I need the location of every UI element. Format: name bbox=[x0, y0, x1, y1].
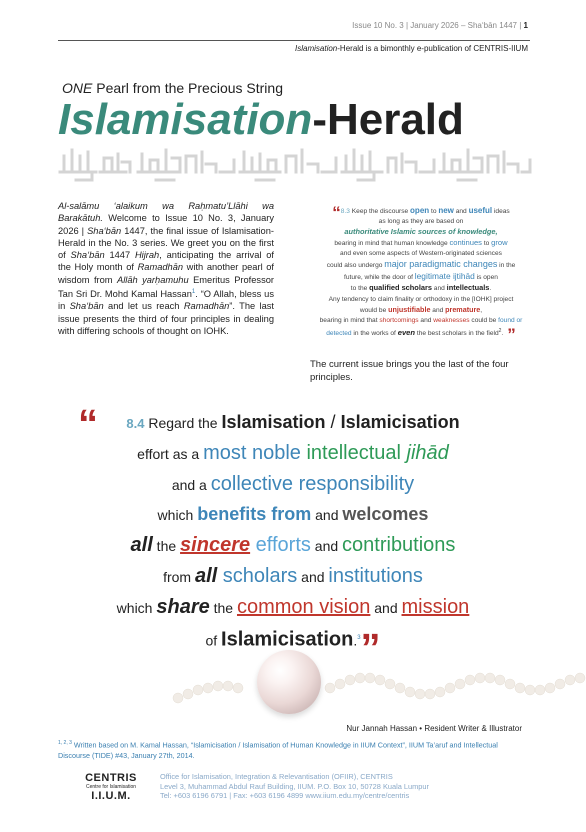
quote-keyword: even bbox=[397, 328, 416, 338]
quote-line-5 bbox=[58, 531, 528, 562]
quote-keyword: welcomes bbox=[342, 504, 429, 525]
quote-keyword: shortcomings bbox=[379, 317, 419, 325]
quote-text: . bbox=[501, 330, 504, 338]
footnote bbox=[58, 738, 530, 761]
quote-text: of bbox=[205, 631, 222, 648]
quote-text: ideas bbox=[492, 208, 510, 215]
intro-text: and let us reach bbox=[103, 301, 184, 312]
quote-text: and bbox=[431, 285, 447, 293]
quote-text: / bbox=[325, 412, 341, 432]
quote-text: and bbox=[311, 507, 343, 524]
masthead-title bbox=[58, 93, 464, 147]
quote-keyword: found or bbox=[498, 317, 523, 325]
intro-text: with another pearl of wisdom from bbox=[58, 262, 275, 285]
intro-italic: Sha‘bān bbox=[70, 250, 105, 261]
quote-text: and bbox=[418, 317, 434, 325]
quote-text: future, while the door of bbox=[344, 274, 415, 282]
quote-line bbox=[310, 271, 532, 283]
quote-keyword: premature bbox=[445, 304, 481, 314]
quote-text: Regard the bbox=[144, 415, 222, 431]
quote-text: to bbox=[429, 208, 439, 215]
close-quote-mark: ” bbox=[360, 625, 381, 670]
header-rule bbox=[58, 40, 530, 41]
quote-text: Keep the discourse bbox=[349, 208, 411, 215]
quote-keyword: sincere bbox=[180, 534, 251, 557]
quote-keyword: jihād bbox=[406, 441, 449, 464]
tagline-emphasis: ONE bbox=[62, 80, 93, 96]
intro-paragraph bbox=[58, 200, 274, 337]
quote-keyword: contributions bbox=[342, 534, 456, 557]
quote-keyword: institutions bbox=[328, 564, 423, 587]
quote-text: , bbox=[480, 306, 483, 314]
quote-keyword: share bbox=[156, 595, 210, 618]
quote-text: which bbox=[116, 599, 157, 616]
quote-keyword: unjustifiable bbox=[388, 304, 431, 314]
footnote-marks: 1, 2, 3 bbox=[58, 740, 72, 746]
quote-keyword: grow bbox=[491, 237, 508, 247]
quote-keyword: all bbox=[194, 564, 218, 587]
quote-text: and bbox=[430, 306, 446, 314]
issue-line bbox=[352, 21, 528, 30]
office-location: Level 3, Muhammad Abdul Rauf Building, IIUM. P.O. Box 10, 50728 Kuala Lumpur bbox=[160, 781, 429, 791]
quote-text: the bbox=[209, 599, 237, 616]
publication-desc: -Herald is a bimonthly e-publication of CENTRIS-IIUM bbox=[337, 44, 528, 53]
publication-name: Islamisation bbox=[295, 44, 338, 53]
title-herald: -Herald bbox=[312, 95, 464, 144]
quote-keyword: all bbox=[130, 534, 153, 557]
intro-italic: Allāh yarḥamuhu bbox=[117, 274, 189, 285]
quote-text: from bbox=[163, 568, 195, 585]
quote-line-7 bbox=[58, 593, 528, 624]
quote-keyword: intellectual bbox=[300, 441, 407, 464]
principle-8-4-quote bbox=[58, 402, 528, 670]
quote-keyword: continues bbox=[449, 237, 482, 247]
office-name: Office for Islamisation, Integration & Relevantisation (OFIIR), CENTRIS bbox=[160, 772, 393, 781]
intro-italic: Ramadhān bbox=[137, 262, 184, 273]
quote-text: and a bbox=[171, 476, 211, 493]
quote-text: bearing in mind that bbox=[319, 317, 380, 325]
intro-text: 1447 bbox=[104, 250, 135, 261]
quote-keyword: detected bbox=[326, 330, 352, 338]
quote-text: the best scholars in the field bbox=[415, 330, 499, 338]
quote-line bbox=[310, 325, 532, 345]
quote-keyword: mission bbox=[401, 595, 470, 618]
intro-text: ”. The last issue presents the third of four principles in dealing with differing schools of thought on IOHK. bbox=[58, 301, 274, 337]
quote-keyword: efforts bbox=[250, 534, 311, 557]
quote-keyword: scholars bbox=[217, 564, 298, 587]
quote-keyword: open bbox=[410, 206, 430, 215]
intro-text: 1447, the final issue of Islamisation-Herald in the No. 3 series. We greet you on the first of bbox=[58, 225, 274, 261]
quote-text: in the works of bbox=[351, 330, 398, 338]
greeting: Al-salāmu ‘alaikum wa Raḥmatu’Llāhi wa Barakātuh. bbox=[58, 201, 274, 224]
quote-text: . bbox=[353, 631, 358, 648]
intro-text: . “O Allah, bless us in bbox=[58, 289, 274, 312]
footnote-ref: 1 bbox=[191, 289, 196, 296]
quote-line-1 bbox=[58, 408, 528, 439]
quote-text: bearing in mind that human knowledge bbox=[334, 239, 450, 247]
principle-number: 8.3 bbox=[340, 208, 350, 215]
intro-text: Emeritus Professor Tan Sri Dr. Mohd Kamal Hassan bbox=[58, 274, 274, 300]
tagline-rest: Pearl from the Precious String bbox=[92, 80, 283, 96]
quote-text: could be bbox=[469, 317, 499, 325]
principle-number: 8.4 bbox=[126, 416, 145, 431]
quote-keyword: new bbox=[438, 206, 454, 215]
logo-iium: I.I.U.M. bbox=[91, 790, 131, 802]
quote-text: in the bbox=[497, 262, 516, 270]
quote-line: authoritative Islamic sources of knowledge, bbox=[344, 227, 498, 237]
pearl-string-illustration bbox=[170, 648, 586, 720]
quote-keyword: Islamicisation bbox=[340, 412, 460, 432]
intro-text: Welcome to Issue 10 No. 3, January 2026 | bbox=[58, 213, 274, 236]
quote-text: could also undergo bbox=[326, 262, 385, 270]
basmalah-calligraphy-band bbox=[56, 142, 532, 186]
logo-subtitle: Centre for Islamisation bbox=[85, 784, 137, 790]
quote-text: . bbox=[489, 285, 492, 293]
issue-text: Issue 10 No. 3 | January 2026 – Sha‘bān 1447 bbox=[352, 21, 518, 30]
quote-keyword: most noble bbox=[203, 441, 301, 464]
footnote-ref: 2 bbox=[498, 328, 502, 335]
quote-keyword: legitimate ijtihād bbox=[414, 271, 475, 282]
quote-text: which bbox=[157, 507, 198, 524]
quote-keyword: qualified scholars bbox=[369, 283, 432, 293]
quote-line bbox=[310, 316, 532, 326]
quote-keyword: collective responsibility bbox=[210, 472, 415, 495]
footnote-ref: 3 bbox=[357, 634, 361, 641]
quote-line: and even some aspects of Western-originated sciences bbox=[340, 249, 502, 257]
quote-text: and bbox=[453, 208, 469, 215]
quote-line: Any tendency to claim finality or orthodoxy in the [IOHK] project bbox=[328, 295, 514, 303]
quote-line: as long as they are based on bbox=[378, 218, 464, 226]
intro-text: , anticipating the arrival of the Holy month of bbox=[58, 250, 274, 273]
quote-text: to the bbox=[350, 285, 370, 293]
office-contact: Tel: +603 6196 6791 | Fax: +603 6196 4899 www.iium.edu.my/centre/centris bbox=[160, 791, 410, 801]
quote-keyword: Islamicisation bbox=[221, 627, 354, 650]
close-quote-mark: ” bbox=[507, 325, 516, 345]
footnote-text: Written based on M. Kamal Hassan, “Islamicisation / Islamisation of Human Knowledge in IIUM Context”, IIUM Ta’aruf and Intellectual Discourse (TIDE) #43, January 27th, 2014. bbox=[58, 740, 498, 761]
author-credit: Nur Jannah Hassan • Resident Writer & Illustrator bbox=[346, 724, 522, 733]
open-quote-mark: “ bbox=[78, 402, 98, 446]
quote-line bbox=[310, 238, 532, 249]
quote-line bbox=[310, 259, 532, 271]
quote-line-4 bbox=[58, 500, 528, 531]
centris-logo bbox=[76, 772, 146, 802]
office-address bbox=[160, 772, 530, 801]
quote-keyword: weaknesses bbox=[433, 317, 470, 325]
quote-line bbox=[310, 305, 532, 316]
logo-centris: CENTRIS bbox=[85, 772, 137, 784]
open-quote-mark: “ bbox=[332, 203, 341, 222]
quote-keyword: benefits from bbox=[197, 504, 312, 525]
publication-line bbox=[295, 44, 528, 53]
quote-text: would be bbox=[359, 306, 389, 314]
quote-line bbox=[310, 283, 532, 294]
intro-italic: Sha‘bān bbox=[69, 301, 104, 312]
quote-text: the bbox=[152, 538, 181, 555]
quote-keyword: Islamisation bbox=[221, 412, 326, 432]
principle-8-3-quote bbox=[310, 203, 532, 345]
quote-keyword: useful bbox=[468, 206, 493, 215]
quote-text: and bbox=[310, 538, 343, 555]
pearl-icon bbox=[257, 650, 321, 714]
quote-text: to bbox=[481, 239, 492, 247]
quote-line-3 bbox=[58, 470, 528, 501]
quote-line-2 bbox=[58, 439, 528, 470]
intro-italic: Ramadhān bbox=[183, 301, 230, 312]
quote-keyword: intellectuals bbox=[446, 283, 490, 293]
current-issue-note: The current issue brings you the last of the four principles. bbox=[310, 359, 509, 383]
quote-text: and bbox=[297, 568, 329, 585]
quote-line-6 bbox=[58, 562, 528, 593]
quote-text: is open bbox=[474, 274, 498, 282]
page-number: 1 bbox=[523, 21, 528, 30]
quote-keyword: common vision bbox=[236, 595, 371, 618]
title-islamisation: Islamisation bbox=[58, 95, 313, 144]
quote-text: and bbox=[370, 599, 402, 616]
intro-italic: Hijrah bbox=[134, 250, 160, 261]
quote-keyword: major paradigmatic changes bbox=[384, 259, 498, 270]
quote-text: effort as a bbox=[137, 445, 204, 462]
page-separator: | bbox=[517, 21, 524, 30]
intro-italic: Sha‘bān bbox=[87, 225, 122, 236]
